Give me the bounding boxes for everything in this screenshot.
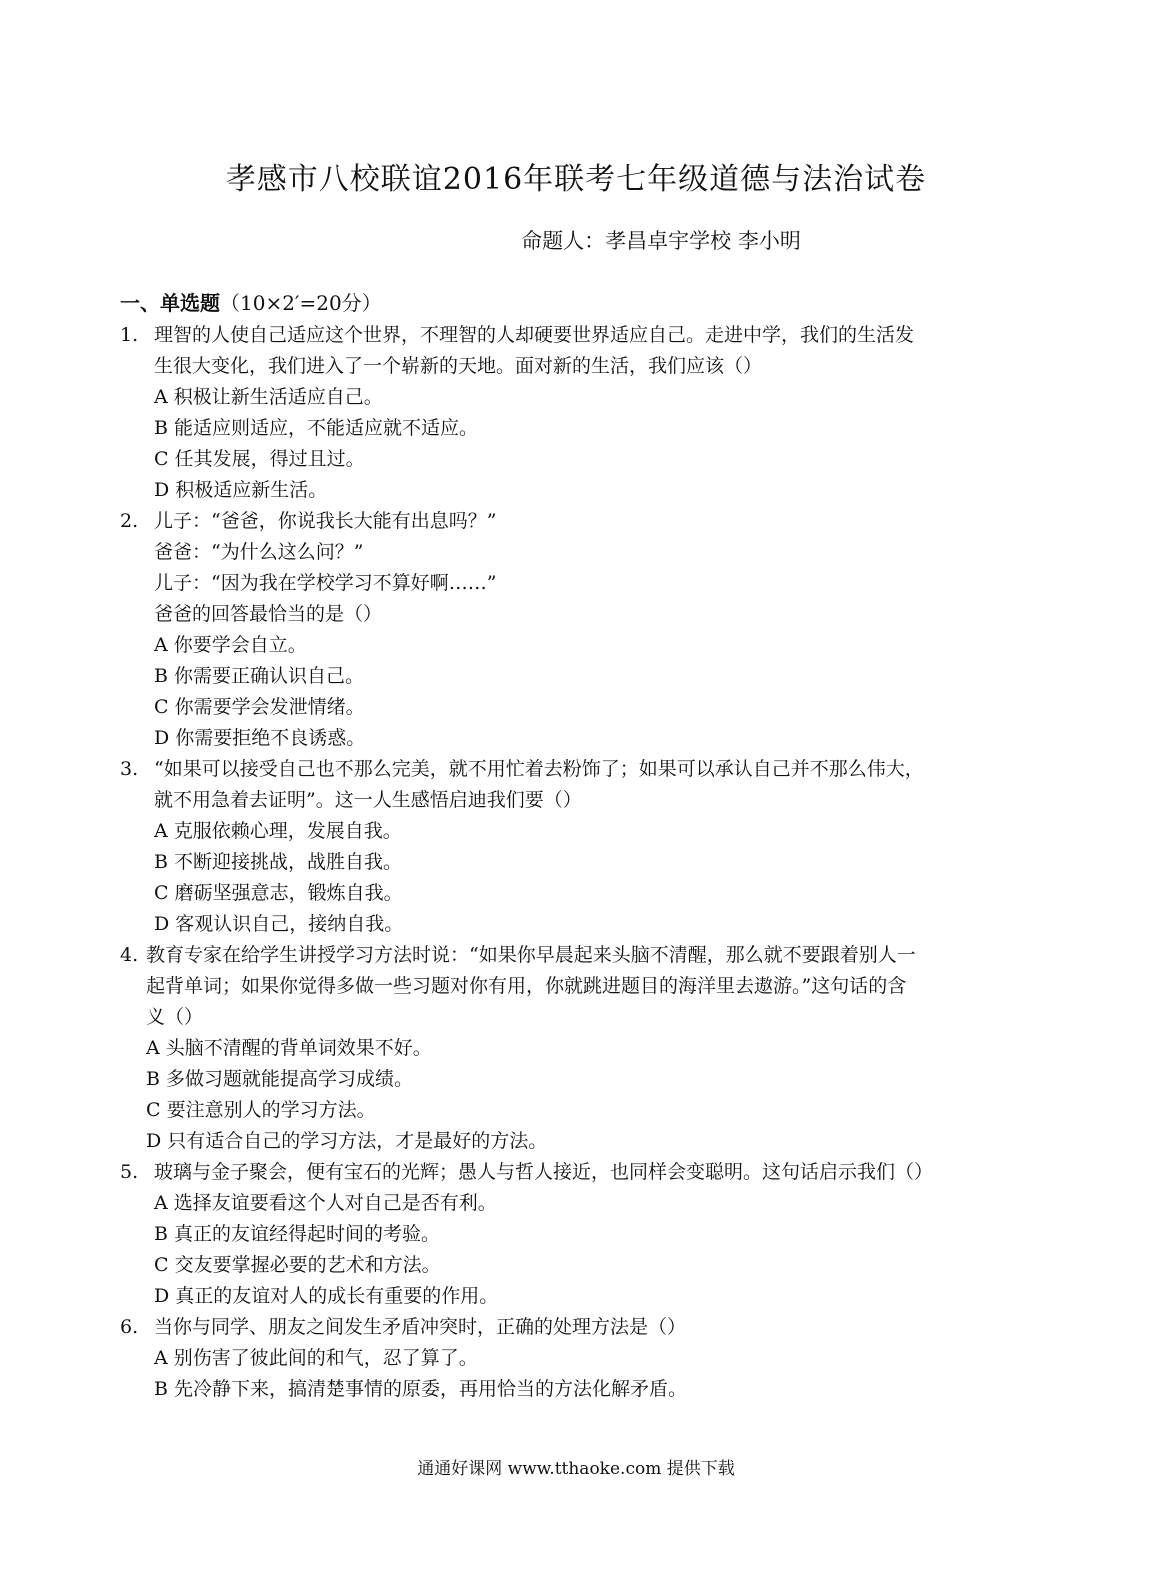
question-body bbox=[154, 506, 1030, 754]
author-line: 命题人：孝昌卓宇学校 李小明 bbox=[521, 229, 801, 253]
question-item bbox=[120, 1157, 1030, 1312]
question-body bbox=[154, 1312, 1030, 1405]
answer-option: D 真正的友谊对人的成长有重要的作用。 bbox=[154, 1285, 499, 1307]
answer-option: A 别伤害了彼此间的和气，忍了算了。 bbox=[154, 1347, 478, 1369]
answer-option: A 选择友谊要看这个人对自己是否有利。 bbox=[154, 1192, 497, 1214]
question-number: 1. bbox=[120, 324, 139, 346]
question-text-line: 爸爸：“为什么这么问？” bbox=[154, 541, 364, 563]
page-title: 孝感市八校联谊2016年联考七年级道德与法治试卷 bbox=[225, 162, 927, 197]
answer-option: C 要注意别人的学习方法。 bbox=[146, 1099, 376, 1121]
section-title: 一、单选题 bbox=[120, 291, 220, 315]
question-text-line: 儿子：“爸爸，你说我长大能有出息吗？” bbox=[154, 510, 497, 532]
question-text-line: 爸爸的回答最恰当的是（） bbox=[154, 603, 383, 625]
answer-option: B 你需要正确认识自己。 bbox=[154, 665, 365, 687]
question-text-line: 就不用急着去证明”。这一人生感悟启迪我们要（） bbox=[154, 789, 582, 811]
answer-option: A 积极让新生活适应自己。 bbox=[154, 386, 383, 408]
question-text-line: 教育专家在给学生讲授学习方法时说：“如果你早晨起来头脑不清醒，那么就不要跟着别人一 bbox=[146, 944, 916, 966]
question-number: 3. bbox=[120, 758, 139, 780]
question-text-line: “如果可以接受自己也不那么完美，就不用忙着去粉饰了；如果可以承认自己并不那么伟大， bbox=[154, 758, 924, 780]
section-heading bbox=[120, 288, 382, 318]
answer-option: B 不断迎接挑战，战胜自我。 bbox=[154, 851, 403, 873]
answer-option: D 积极适应新生活。 bbox=[154, 479, 328, 501]
answer-option: A 你要学会自立。 bbox=[154, 634, 307, 656]
question-item bbox=[120, 1312, 1030, 1405]
footer-credit: 通通好课网 www.tthaoke.com 提供下载 bbox=[417, 1459, 735, 1479]
answer-option: A 头脑不清醒的背单词效果不好。 bbox=[146, 1037, 432, 1059]
answer-option: C 磨砺坚强意志，锻炼自我。 bbox=[154, 882, 403, 904]
question-number: 4. bbox=[120, 944, 139, 966]
answer-option: A 克服依赖心理，发展自我。 bbox=[154, 820, 402, 842]
answer-option: B 多做习题就能提高学习成绩。 bbox=[146, 1068, 414, 1090]
question-list bbox=[120, 320, 1030, 1405]
section-score: （10×2′=20分） bbox=[220, 291, 382, 315]
question-text-line: 儿子：“因为我在学校学习不算好啊……” bbox=[154, 572, 497, 594]
question-number: 6. bbox=[120, 1316, 139, 1338]
question-number: 5. bbox=[120, 1161, 139, 1183]
answer-option: C 交友要掌握必要的艺术和方法。 bbox=[154, 1254, 441, 1276]
question-text-line: 起背单词；如果你觉得多做一些习题对你有用，你就跳进题目的海洋里去遨游。”这句话的含 bbox=[146, 975, 907, 997]
answer-option: D 只有适合自己的学习方法，才是最好的方法。 bbox=[146, 1130, 548, 1152]
question-item bbox=[120, 506, 1030, 754]
answer-option: D 客观认识自己，接纳自我。 bbox=[154, 913, 404, 935]
answer-option: B 先冷静下来，搞清楚事情的原委，再用恰当的方法化解矛盾。 bbox=[154, 1378, 688, 1400]
answer-option: B 真正的友谊经得起时间的考验。 bbox=[154, 1223, 441, 1245]
question-body bbox=[154, 754, 1030, 940]
question-text-line: 玻璃与金子聚会，便有宝石的光辉；愚人与哲人接近，也同样会变聪明。这句话启示我们（） bbox=[154, 1161, 934, 1183]
answer-option: D 你需要拒绝不良诱惑。 bbox=[154, 727, 366, 749]
answer-option: C 你需要学会发泄情绪。 bbox=[154, 696, 365, 718]
question-number: 2. bbox=[120, 510, 139, 532]
answer-option: B 能适应则适应，不能适应就不适应。 bbox=[154, 417, 479, 439]
answer-option: C 任其发展，得过且过。 bbox=[154, 448, 365, 470]
question-text-line: 理智的人使自己适应这个世界，不理智的人却硬要世界适应自己。走进中学，我们的生活发 bbox=[154, 324, 915, 346]
question-body bbox=[154, 1157, 1030, 1312]
question-text-line: 当你与同学、朋友之间发生矛盾冲突时，正确的处理方法是（） bbox=[154, 1316, 687, 1338]
question-text-line: 义（） bbox=[146, 1006, 204, 1028]
question-body bbox=[154, 320, 1030, 506]
question-text-line: 生很大变化，我们进入了一个崭新的天地。面对新的生活，我们应该（） bbox=[154, 355, 763, 377]
question-item bbox=[120, 754, 1030, 940]
question-item bbox=[120, 320, 1030, 506]
question-item bbox=[120, 940, 1030, 1157]
question-body bbox=[146, 940, 1030, 1157]
